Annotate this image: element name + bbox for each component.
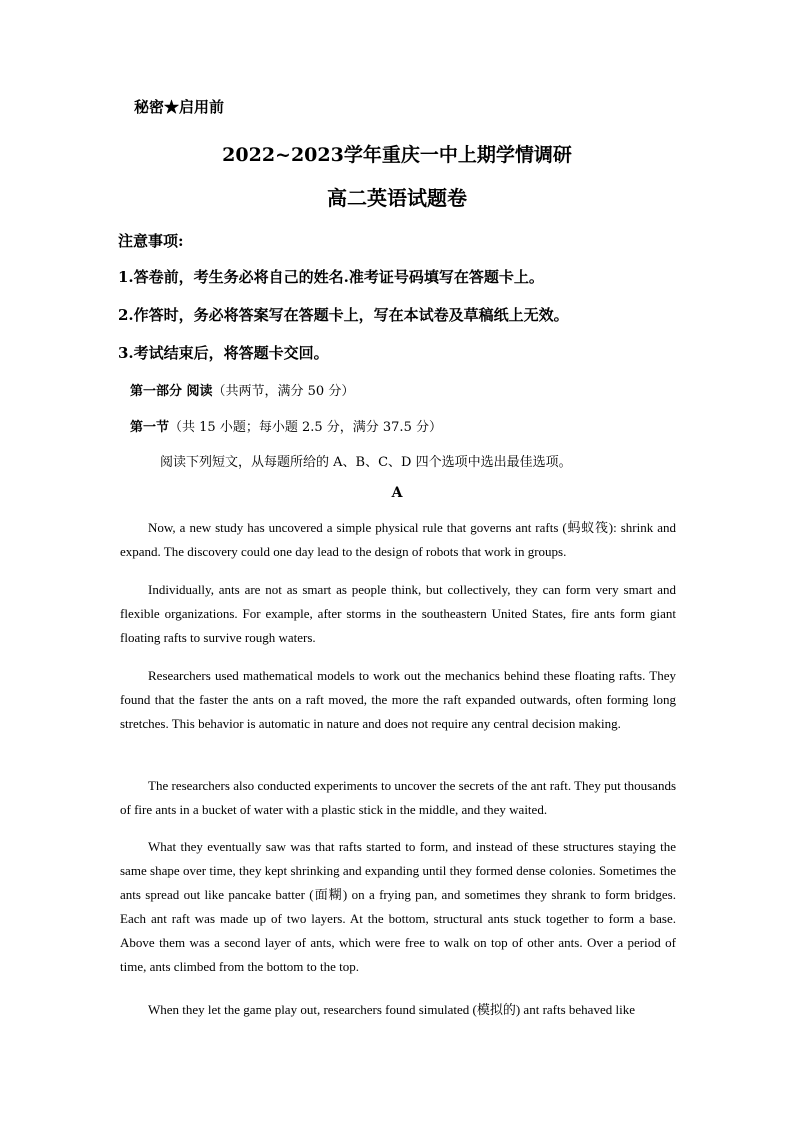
passage-paragraph: The researchers also conducted experiments to uncover the secrets of the ant raft. They put thousands of fire ants in a bucket of water with a plastic stick in the middle, and they waited.	[120, 778, 676, 817]
section-heading	[130, 416, 442, 435]
passage-paragraph: What they eventually saw was that rafts started to form, and instead of these structures staying the same shape over time, they kept shrinking and expanding until they formed dense colonies. Sometimes the ants spread out like pancake batter (面糊) on a frying pan, and sometimes they shrank to form bridges. Each ant raft was made up of two layers. At the bottom, structural ants stuck together to form a base. Above them was a second layer of ants, which were free to walk on top of other ants. Over a period of time, ants climbed from the bottom to the top.	[120, 839, 676, 974]
passage-paragraph: Individually, ants are not as smart as people think, but collectively, they can form very smart and flexible organizations. For example, after storms in the southeastern United States, fire ants form giant floating rafts to survive rough waters.	[120, 582, 676, 645]
passage-paragraph: When they let the game play out, researchers found simulated (模拟的) ant rafts behaved like	[148, 1002, 635, 1017]
passage-paragraph: Now, a new study has uncovered a simple physical rule that governs ant rafts (蚂蚁筏): shrink and expand. The discovery could one day lead to the design of robots that work in groups.	[120, 520, 676, 559]
section-label: 第一节	[130, 420, 170, 435]
part-heading	[130, 380, 354, 399]
part-detail: （共两节，满分 50 分）	[212, 384, 355, 399]
notice-item: 2.作答时，务必将答案写在答题卡上，写在本试卷及草稿纸上无效。	[118, 306, 569, 324]
notice-item: 1.答卷前，考生务必将自己的姓名.准考证号码填写在答题卡上。	[118, 268, 544, 286]
passage-paragraph: Researchers used mathematical models to work out the mechanics behind these floating rafts. They found that the faster the ants on a raft moved, the more the raft expanded outwards, often forming long stretches. This behavior is automatic in nature and does not require any central decision making.	[120, 668, 676, 731]
exam-subtitle: 高二英语试题卷	[327, 186, 467, 210]
reading-instruction: 阅读下列短文，从每题所给的 A、B、C、D 四个选项中选出最佳选项。	[160, 455, 572, 470]
confidential-mark: 秘密★启用前	[134, 98, 225, 116]
passage-letter: A	[391, 485, 403, 501]
exam-title: 2022~2023学年重庆一中上期学情调研	[222, 144, 572, 166]
part-label: 第一部分 阅读	[130, 384, 213, 399]
notice-item: 3.考试结束后，将答题卡交回。	[118, 344, 329, 362]
section-detail: （共 15 小题；每小题 2.5 分，满分 37.5 分）	[169, 420, 442, 435]
notice-heading: 注意事项:	[118, 232, 184, 250]
